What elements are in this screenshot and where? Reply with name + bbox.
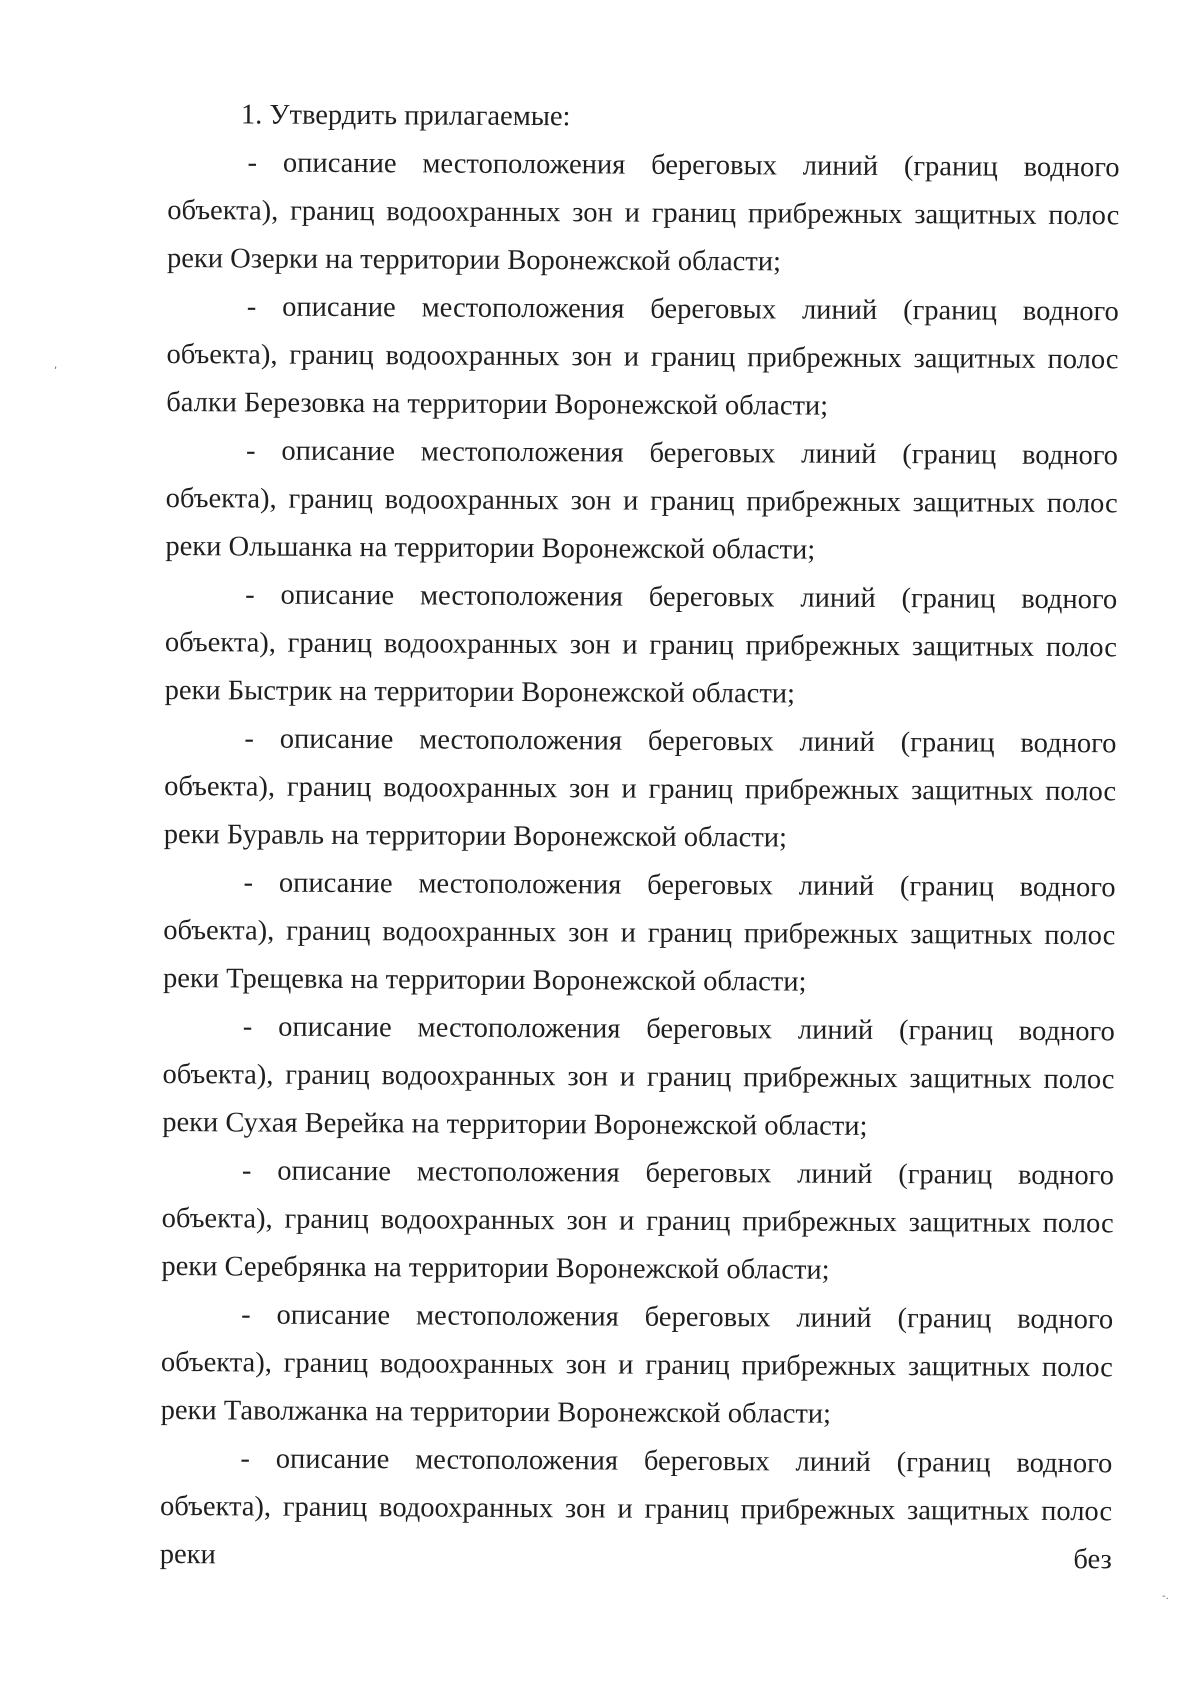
list-item: - описание местоположения береговых линий (границ водного объекта), границ водоохранных зон и границ прибрежных защитных полос реки Ольшанка на территории Воронежской области; <box>165 435 1119 566</box>
list-item: - описание местоположения береговых линий (границ водного объекта), границ водоохранных зон и границ прибрежных защитных полос балки Березовка на территории Воронежской области; <box>166 291 1119 422</box>
list-item: - описание местоположения береговых линий (границ водного объекта), границ водоохранных зон и границ прибрежных защитных полос реки Быстрик на территории Воронежской области; <box>164 579 1118 710</box>
list-item: - описание местоположения береговых линий (границ водного объекта), границ водоохранных зон и границ прибрежных защитных полос реки Трещевка на территории Воронежской области; <box>162 867 1116 998</box>
list-item: - описание местоположения береговых линий (границ водного объекта), границ водоохранных зон и границ прибрежных защитных полос реки без <box>159 1443 1113 1576</box>
list-item: - описание местоположения береговых линий (границ водного объекта), границ водоохранных зон и границ прибрежных защитных полос реки Серебрянка на территории Воронежской области; <box>161 1155 1115 1286</box>
list-item: - описание местоположения береговых линий (границ водного объекта), границ водоохранных зон и границ прибрежных защитных полос реки Озерки на территории Воронежской области; <box>166 147 1120 278</box>
list-item: - описание местоположения береговых линий (границ водного объекта), границ водоохранных зон и границ прибрежных защитных полос реки Буравль на территории Воронежской области; <box>163 723 1117 854</box>
scan-speck: -. <box>1162 1591 1169 1602</box>
list-item: - описание местоположения береговых линий (границ водного объекта), границ водоохранных зон и границ прибрежных защитных полос реки Таволжанка на территории Воронежской области; <box>160 1299 1114 1430</box>
list-item: - описание местоположения береговых линий (границ водного объекта), границ водоохранных зон и границ прибрежных защитных полос реки Сухая Верейка на территории Воронежской области; <box>162 1011 1115 1142</box>
intro-paragraph: 1. Утвердить прилагаемые: <box>240 99 571 133</box>
document-body <box>160 91 1120 1584</box>
scan-speck: , <box>54 360 58 371</box>
